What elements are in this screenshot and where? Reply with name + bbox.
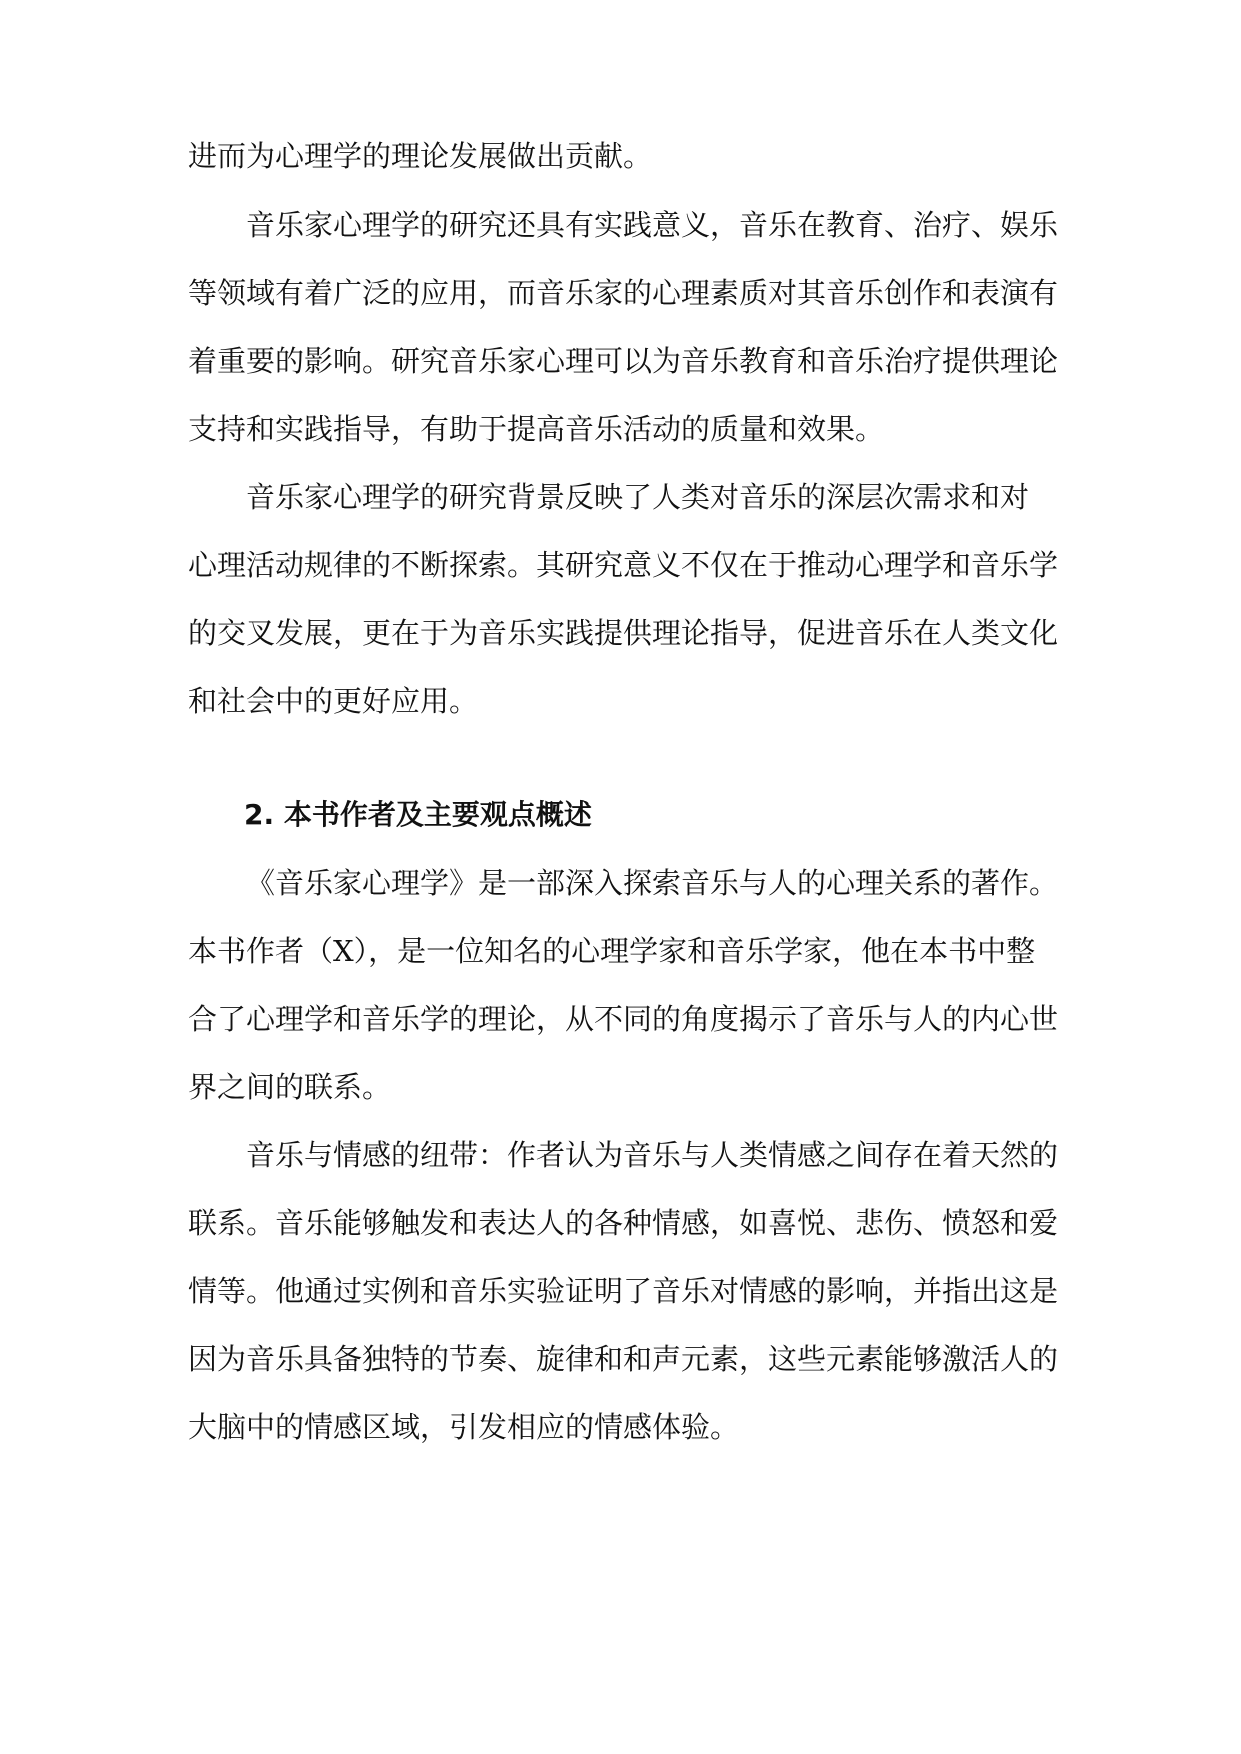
text-line: 界之间的联系。: [188, 1070, 392, 1104]
text-line: 心理活动规律的不断探索。其研究意义不仅在于推动心理学和音乐学: [188, 548, 1059, 582]
section-heading: 2. 本书作者及主要观点概述: [244, 798, 592, 831]
text-line: 大脑中的情感区域，引发相应的情感体验。: [188, 1410, 740, 1444]
paragraph-first-line: 《音乐家心理学》是一部深入探索音乐与人的心理关系的著作。: [246, 866, 1059, 900]
text-line: 合了心理学和音乐学的理论，从不同的角度揭示了音乐与人的内心世: [188, 1002, 1059, 1036]
text-line: 因为音乐具备独特的节奏、旋律和和声元素，这些元素能够激活人的: [188, 1342, 1059, 1376]
paragraph-first-line: 音乐家心理学的研究背景反映了人类对音乐的深层次需求和对: [246, 480, 1030, 514]
text-line: 联系。音乐能够触发和表达人的各种情感，如喜悦、悲伤、愤怒和爱: [188, 1206, 1059, 1240]
text-line: 本书作者（X），是一位知名的心理学家和音乐学家，他在本书中整: [188, 934, 1036, 968]
text-line: 的交叉发展，更在于为音乐实践提供理论指导，促进音乐在人类文化: [188, 616, 1059, 650]
text-line: 着重要的影响。研究音乐家心理可以为音乐教育和音乐治疗提供理论: [188, 344, 1059, 378]
text-line: 进而为心理学的理论发展做出贡献。: [188, 139, 653, 173]
text-line: 等领域有着广泛的应用，而音乐家的心理素质对其音乐创作和表演有: [188, 276, 1059, 310]
text-line: 情等。他通过实例和音乐实验证明了音乐对情感的影响，并指出这是: [188, 1274, 1059, 1308]
paragraph-first-line: 音乐家心理学的研究还具有实践意义，音乐在教育、治疗、娱乐: [246, 208, 1059, 242]
text-line: 和社会中的更好应用。: [188, 684, 479, 718]
paragraph-first-line: 音乐与情感的纽带：作者认为音乐与人类情感之间存在着天然的: [246, 1138, 1059, 1172]
text-line: 支持和实践指导，有助于提高音乐活动的质量和效果。: [188, 412, 885, 446]
